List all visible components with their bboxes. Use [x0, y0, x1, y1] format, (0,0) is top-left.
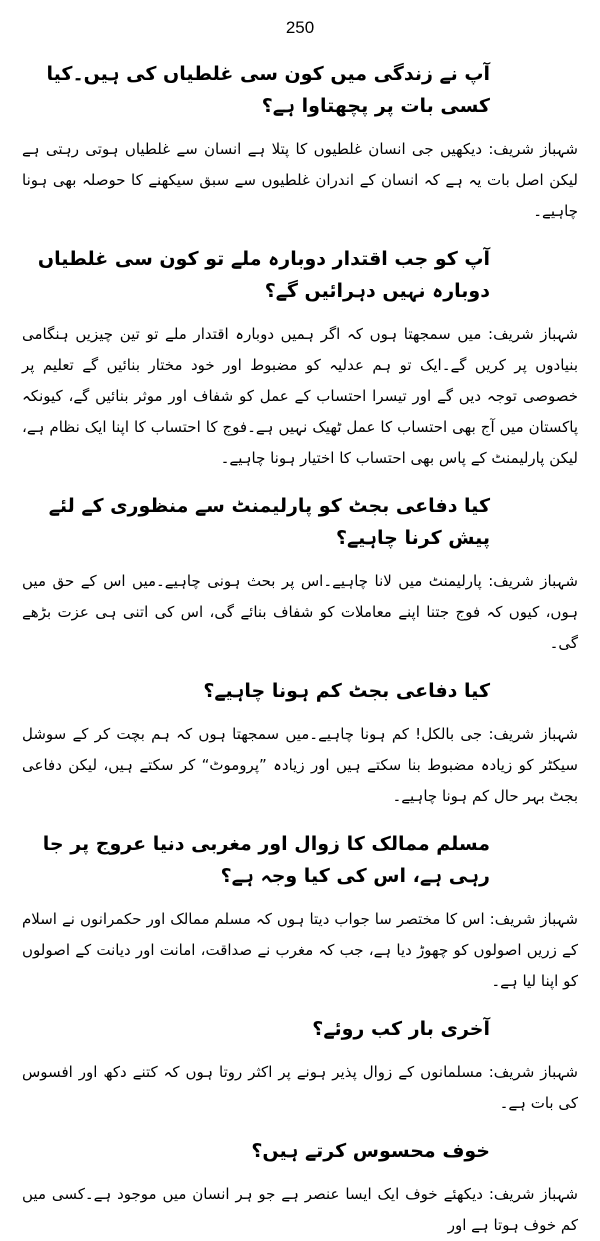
- question-text: آپ کو جب اقتدار دوبارہ ملے تو کون سی غلطیاں دوبارہ نہیں دہرائیں گے؟: [37, 248, 490, 302]
- speaker-label: شہباز شریف:: [488, 140, 578, 158]
- question-text: کیا دفاعی بجٹ کو پارلیمنٹ سے منظوری کے لئے پیش کرنا چاہیے؟: [48, 495, 490, 549]
- answer-text: دیکھئے خوف ایک ایسا عنصر ہے جو ہر انسان میں موجود ہے۔کسی میں کم خوف ہوتا ہے اور: [22, 1185, 578, 1234]
- answer-paragraph: [22, 319, 578, 474]
- answer-paragraph: [22, 566, 578, 659]
- question-text: مسلم ممالک کا زوال اور مغربی دنیا عروج پر جا رہی ہے، اس کی کیا وجہ ہے؟: [42, 833, 490, 887]
- qa-block: [22, 1135, 578, 1241]
- speaker-label: شہباز شریف:: [488, 725, 578, 743]
- answer-text: دیکھیں جی انسان غلطیوں کا پتلا ہے انسان سے غلطیاں ہوتی رہتی ہے لیکن اصل بات یہ ہے کہ انسان کے اندران غلطیوں سے سبق سیکھنے کا حوصلہ بھی ہونا چاہیے۔: [22, 140, 578, 220]
- answer-text: جی بالکل! کم ہونا چاہیے۔میں سمجھتا ہوں کہ ہم بچت کر کے سوشل سیکٹر کو زیادہ مضبوط بنا سکتے ہیں اور زیادہ ”پروموٹ“ کر سکتے ہیں، لیکن دفاعی بجٹ بہر حال کم ہونا چاہیے۔: [22, 725, 578, 805]
- answer-paragraph: [22, 904, 578, 997]
- answer-text: پارلیمنٹ میں لانا چاہیے۔اس پر بحث ہونی چاہیے۔میں اس کے حق میں ہوں، کیوں کہ فوج جتنا اپنے معاملات کو شفاف بنائے گی، اس کی اتنی ہی عزت بڑھے گی۔: [22, 572, 578, 652]
- answer-text: اس کا مختصر سا جواب دیتا ہوں کہ مسلم ممالک اور حکمرانوں نے اسلام کے زریں اصولوں کو چھوڑ دیا ہے، جب کہ مغرب نے صداقت، امانت اور دیانت کے اصولوں کو اپنا لیا ہے۔: [22, 910, 578, 990]
- answer-text: میں سمجھتا ہوں کہ اگر ہمیں دوبارہ اقتدار ملے تو تین چیزیں ہنگامی بنیادوں پر کریں گے۔ایک تو ہم عدلیہ کو مضبوط اور خود مختار بنائیں گے تعلیم پر خصوصی توجہ دیں گے اور تیسرا احتساب کے عمل کو شفاف اور موثر بنائیں گے، کیونکہ پاکستان میں آج بھی احتساب کا عمل ٹھیک نہیں ہے۔فوج کا احتساب کا اپنا ایک نظام ہے، لیکن پارلیمنٹ کے پاس بھی احتساب کا اختیار ہونا چاہیے۔: [22, 325, 578, 467]
- answer-text: مسلمانوں کے زوال پذیر ہونے پر اکثر روتا ہوں کہ کتنے دکھ اور افسوس کی بات ہے۔: [22, 1063, 578, 1112]
- answer-paragraph: [22, 1057, 578, 1119]
- question-text: آپ نے زندگی میں کون سی غلطیاں کی ہیں۔کیا کسی بات پر پچھتاوا ہے؟: [46, 63, 490, 117]
- speaker-label: شہباز شریف:: [488, 325, 578, 343]
- speaker-label: شہباز شریف:: [488, 572, 578, 590]
- speaker-label: شہباز شریف:: [488, 1185, 578, 1203]
- answer-paragraph: [22, 134, 578, 227]
- answer-paragraph: [22, 719, 578, 812]
- qa-block: [22, 58, 578, 227]
- question-text: آخری بار کب روئے؟: [312, 1018, 490, 1040]
- qa-block: [22, 1013, 578, 1119]
- question-text: کیا دفاعی بجٹ کم ہونا چاہیے؟: [203, 680, 490, 702]
- question-text: خوف محسوس کرتے ہیں؟: [251, 1140, 490, 1162]
- speaker-label: شہباز شریف:: [489, 910, 578, 928]
- qa-block: [22, 675, 578, 812]
- speaker-label: شہباز شریف:: [488, 1063, 578, 1081]
- answer-paragraph: [22, 1179, 578, 1241]
- qa-block: [22, 828, 578, 997]
- qa-block: [22, 490, 578, 659]
- qa-block: [22, 243, 578, 474]
- page-number: 250: [285, 18, 315, 37]
